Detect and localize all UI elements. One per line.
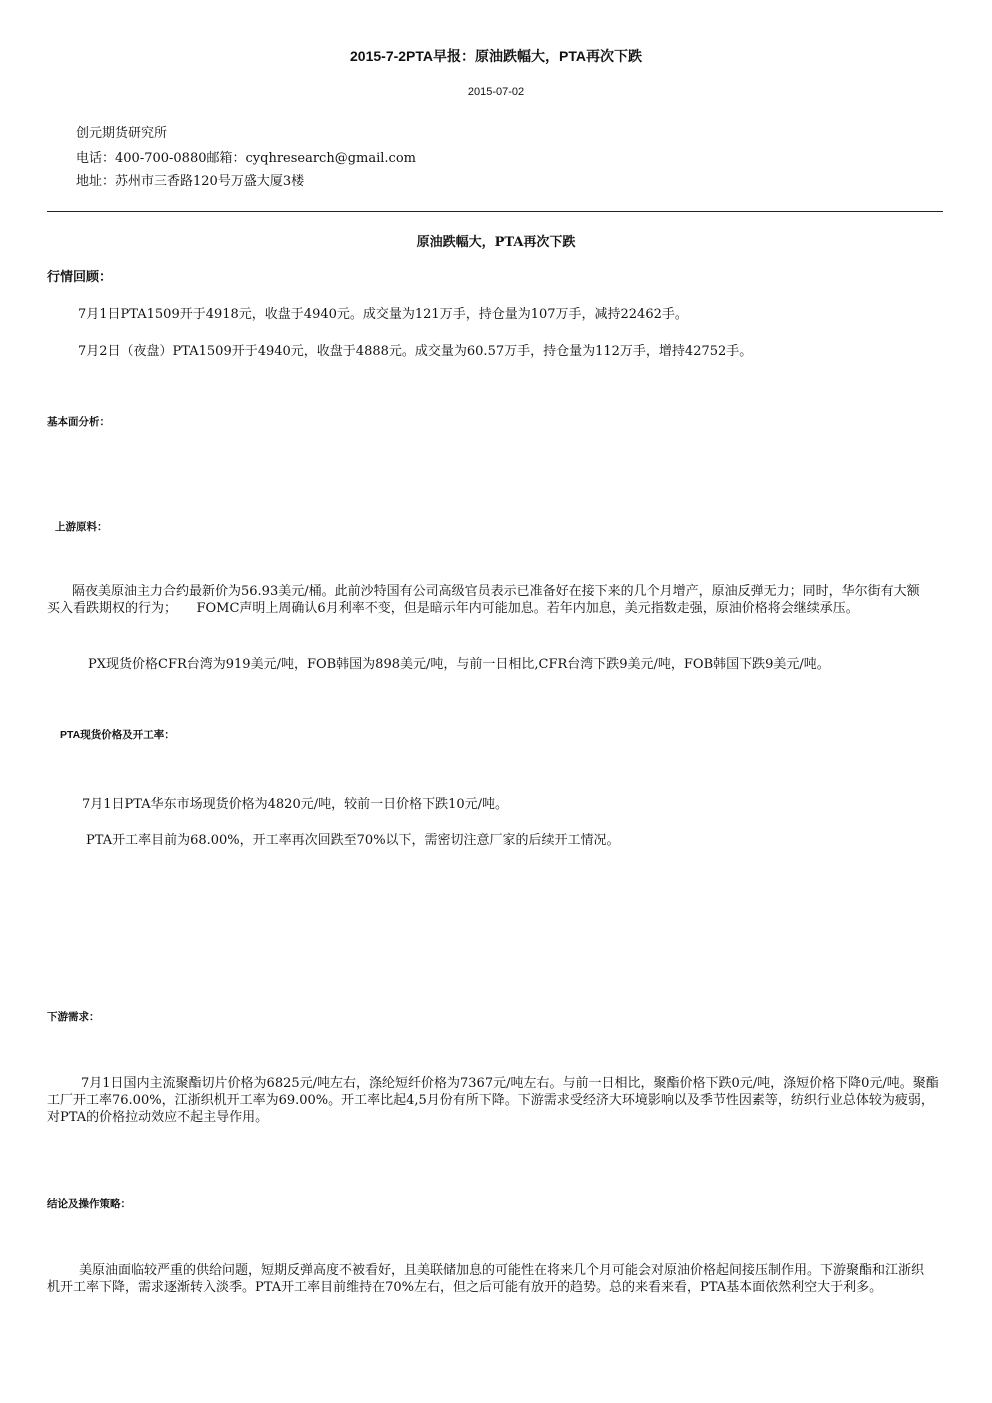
conclusion-paragraph: 美原油面临较严重的供给问题，短期反弹高度不被看好，且美联储加息的可能性在将来几个月可能会对原油价格起间接压制作用。下游聚酯和江浙织机开工率下降，需求逐渐转入淡季。PTA开工率目前维持在70%左右，但之后可能有放开的趋势。总的来看来看，PTA基本面依然利空大于利多。	[47, 1263, 925, 1295]
market-review-night-session: 7月2日（夜盘）PTA1509开于4940元，收盘于4888元。成交量为60.57万手，持仓量为112万手，增持42752手。	[78, 344, 753, 359]
contact-info: 电话：400-700-0880邮箱：cyqhresearch@gmail.com	[76, 151, 416, 166]
upstream-heading: 上游原料：	[55, 521, 108, 533]
fundamentals-heading: 基本面分析：	[47, 416, 110, 428]
market-review-heading: 行情回顾：	[47, 270, 113, 285]
pta-spot-heading: PTA现货价格及开工率：	[60, 729, 175, 741]
header-divider	[47, 211, 943, 212]
upstream-px-price-paragraph: PX现货价格CFR台湾为919美元/吨，FOB韩国为898美元/吨，与前一日相比,CFR台湾下跌9美元/吨，FOB韩国下跌9美元/吨。	[88, 657, 830, 672]
pta-spot-price-paragraph: 7月1日PTA华东市场现货价格为4820元/吨，较前一日价格下跌10元/吨。	[82, 797, 509, 812]
downstream-heading: 下游需求：	[47, 1011, 100, 1023]
upstream-crude-oil-paragraph: 隔夜美原油主力合约最新价为56.93美元/桶。此前沙特国有公司高级官员表示已准备好在接下来的几个月增产，原油反弹无力；同时，华尔街有大额买入看跌期权的行为； FOMC声明上周确认6月利率不变，但是暗示年内可能加息。若年内加息，美元指数走强，原油价格将会继续承压。	[47, 584, 920, 616]
address-info: 地址：苏州市三香路120号万盛大厦3楼	[76, 174, 305, 189]
conclusion-heading: 结论及操作策略：	[47, 1198, 131, 1210]
report-title: 2015-7-2PTA早报：原油跌幅大，PTA再次下跌	[350, 48, 642, 64]
organization-name: 创元期货研究所	[76, 126, 168, 141]
pta-operating-rate-paragraph: PTA开工率目前为68.00%，开工率再次回跌至70%以下，需密切注意厂家的后续开工情况。	[86, 833, 620, 848]
article-subtitle: 原油跌幅大，PTA再次下跌	[416, 235, 576, 250]
report-date: 2015-07-02	[467, 86, 525, 98]
market-review-day-session: 7月1日PTA1509开于4918元，收盘于4940元。成交量为121万手，持仓量为107万手，减持22462手。	[78, 307, 688, 322]
downstream-demand-paragraph: 7月1日国内主流聚酯切片价格为6825元/吨左右，涤纶短纤价格为7367元/吨左右。与前一日相比，聚酯价格下跌0元/吨，涤短价格下降0元/吨。聚酯工厂开工率76.00%，江浙织机开工率为69.00%。开工率比起4,5月份有所下降。下游需求受经济大环境影响以及季节性因素等，纺织行业总体较为疲弱，对PTA的价格拉动效应不起主导作用。	[47, 1076, 939, 1125]
